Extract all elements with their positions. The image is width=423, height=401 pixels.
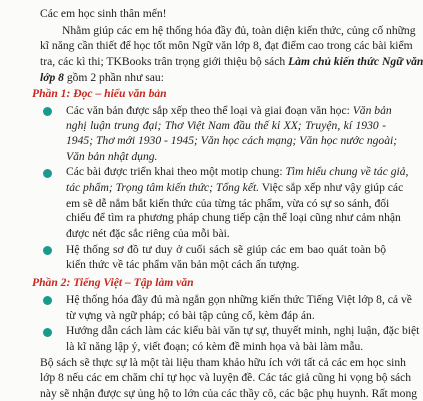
teal-dot-bullet-icon	[43, 107, 52, 116]
intro-text: gồm 2 phần như sau:	[63, 70, 164, 84]
part1-bullet1-line: 1945; Thơ mới 1930 - 1945; Văn học cách mạng; Văn học nước ngoài;	[66, 134, 398, 147]
part1-bullet1-line: Văn bản nhật dụng.	[66, 149, 158, 163]
bullet-text-italic: Văn bản	[352, 103, 392, 117]
part1-bullet2-line: được nét đặc sắc riêng của mỗi bài.	[66, 227, 230, 241]
part1-bullet1-line: nghị luận trung đại; Thơ Việt Nam đầu thế kỉ XX; Truyện, kí 1930 -	[66, 119, 386, 133]
part2-bullet2-line: là kĩ năng lập ý, viết đoạn; có kèm đề minh họa và bài làm mẫu.	[66, 340, 364, 354]
bullet-text: Các bài được triển khai theo một motip chung:	[66, 165, 286, 179]
part1-bullet2-line	[66, 164, 409, 179]
bullet-text: Việc sắp xếp như vậy giúp các	[259, 180, 404, 194]
part1-bullet2-line: chiếu để tìm ra phương pháp chung tiếp cận thể loại cũng như cảm nhận	[66, 211, 401, 225]
intro-line	[40, 54, 423, 69]
closing-line: lớp 8 nếu các em chăm chỉ tự học và luyện đề. Các tác giả cũng hi vọng bộ sách	[40, 371, 412, 385]
bullet-text: Các văn bản được sắp xếp theo thể loại và giai đoạn văn học:	[66, 103, 353, 117]
part1-heading: Phần 1: Đọc – hiểu văn bản	[32, 87, 167, 101]
book-title: Làm chủ kiến thức Ngữ văn	[288, 54, 423, 68]
teal-dot-bullet-icon	[43, 328, 52, 337]
part2-bullet1-line: từ vựng và ngữ pháp; có bài tập củng cố, kèm đáp án.	[66, 308, 315, 322]
teal-dot-bullet-icon	[43, 296, 52, 305]
book-title: lớp 8	[40, 70, 64, 84]
teal-dot-bullet-icon	[43, 246, 52, 255]
teal-dot-bullet-icon	[43, 169, 52, 178]
part2-bullet1-line: Hệ thống hóa đầy đủ mà ngắn gọn những kiến thức Tiếng Việt lớp 8, cả về	[66, 293, 412, 307]
part1-bullet2-line: em sẽ dễ nắm bắt kiến thức của từng tác phẩm, vừa có sự so sánh, đối	[66, 196, 390, 210]
bullet-text-italic: Tìm hiểu chung về tác giả,	[285, 165, 409, 179]
part1-bullet3-line: Hệ thống sơ đồ tư duy ở cuối sách sẽ giúp các em bao quát toàn bộ	[66, 242, 386, 256]
closing-line: này sẽ nhận được sự ủng hộ to lớn của các thầy cô, các bậc phụ huynh. Rất mong	[40, 387, 418, 400]
part1-bullet1-line	[66, 103, 392, 118]
closing-line: Bộ sách sẽ thực sự là một tài liệu tham khảo hữu ích với tất cả các em học sinh	[40, 355, 406, 369]
part2-bullet2-line: Hướng dẫn cách làm các kiểu bài văn tự sự, thuyết minh, nghị luận, đặc biệt	[66, 324, 420, 338]
intro-text: tra, các kì thi; TKBooks trân trọng giới thiệu bộ sách	[40, 54, 289, 68]
part1-bullet2-line	[66, 180, 404, 195]
intro-line: Nhằm giúp các em hệ thống hóa đầy đủ, toàn diện kiến thức, củng cố những	[62, 23, 416, 37]
bullet-text-italic: tác phẩm; Trọng tâm kiến thức; Tổng kết.	[66, 180, 260, 194]
part1-bullet3-line: kiến thức về tác phẩm văn bản một cách ấn tượng.	[66, 258, 300, 272]
intro-line	[40, 70, 164, 85]
part2-heading: Phần 2: Tiếng Việt – Tập làm văn	[32, 275, 194, 289]
greeting: Các em học sinh thân mến!	[40, 7, 167, 21]
intro-line: kĩ năng cần thiết để học tốt môn Ngữ văn lớp 8, đạt điểm cao trong các bài kiểm	[40, 39, 413, 53]
